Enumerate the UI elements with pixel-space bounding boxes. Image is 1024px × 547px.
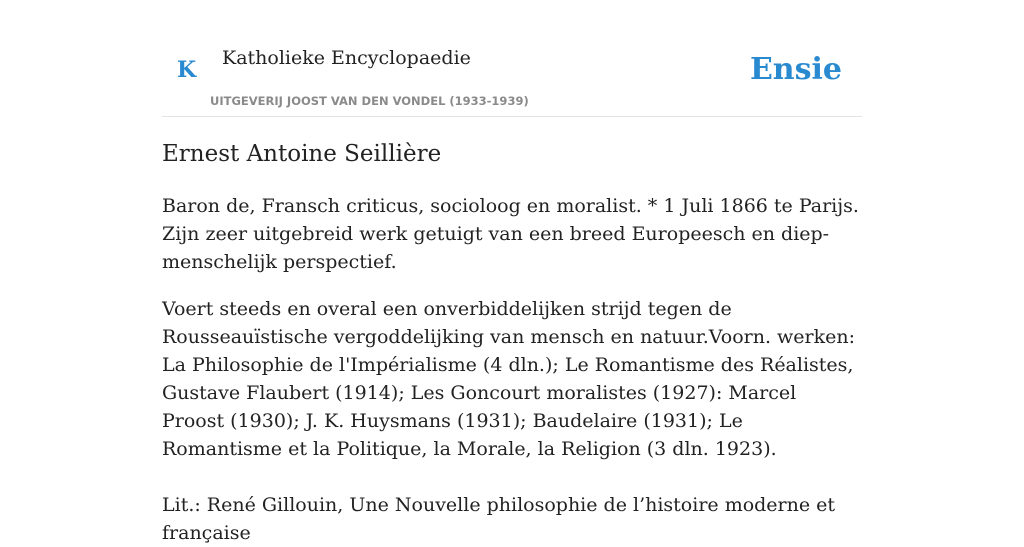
article-title: Ernest Antoine Seillière	[162, 141, 442, 167]
article-paragraph-1: Baron de, Fransch criticus, socioloog en moralist. * 1 Juli 1866 te Parijs. Zijn zeer uitgebreid werk getuigt van een breed Europeesch en diep-menschelijk perspectief.	[162, 195, 859, 273]
article-literature: Lit.: René Gillouin, Une Nouvelle philosophie de l’histoire moderne et française	[162, 494, 836, 544]
encyclopedia-title[interactable]: Katholieke Encyclopaedie	[222, 47, 471, 69]
article-paragraph-2: Voert steeds en overal een onverbiddelijken strijd tegen de Rousseauïstische vergoddelijking van mensch en natuur.Voorn. werken: La Philosophie de l'Impérialisme (4 dln.); Le Romantisme des Réalistes, Gustave Flaubert (1914); Les Goncourt moralistes (1927): Marcel Proost (1930); J. K. Huysmans (1931); Baudelaire (1931); Le Romantisme et la Politique, la Morale, la Religion (3 dln. 1923).	[162, 298, 856, 460]
site-header	[162, 0, 862, 117]
article-content	[162, 136, 862, 547]
publication-logo[interactable]: K	[177, 57, 197, 83]
ensie-logo[interactable]: Ensie	[749, 52, 842, 87]
publisher-subtitle: UITGEVERIJ JOOST VAN DEN VONDEL (1933-1939)	[210, 94, 529, 108]
